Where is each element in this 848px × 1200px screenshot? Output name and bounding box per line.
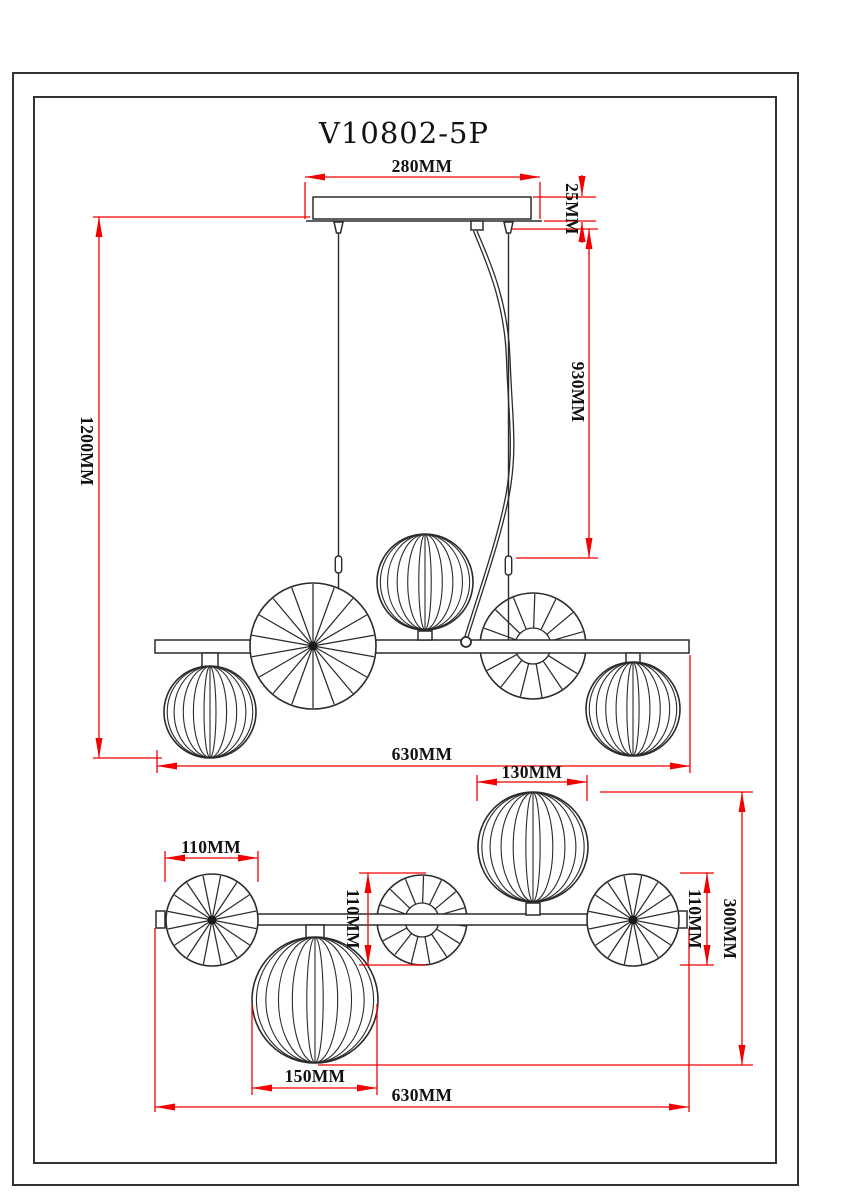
top-pleated-disc-left (166, 874, 258, 966)
dim-canopy-width-label: 280MM (391, 156, 453, 176)
outer-border (13, 73, 798, 1185)
front-pleated-disc-left (250, 583, 376, 709)
front-globe-top (377, 534, 473, 640)
dim-center-disc-label: 110MM (343, 889, 363, 949)
ribbed-globe (586, 662, 680, 756)
top-globe-small (478, 792, 588, 915)
dim-left-disc-label: 110MM (181, 837, 241, 857)
dim-right-disc-label: 110MM (685, 889, 705, 949)
cable-adjuster-right (505, 556, 511, 575)
globe-stem (306, 925, 324, 938)
dim-small-globe-label: 130MM (501, 762, 563, 782)
dim-overall-height-label: 1200MM (77, 416, 97, 486)
globe-stem (418, 631, 432, 640)
cable-gripper-left (334, 222, 343, 233)
globe-stem (202, 653, 218, 667)
cord-connector (471, 221, 483, 230)
ribbed-globe (478, 792, 588, 902)
dim-suspension-drop-label: 930MM (568, 361, 588, 423)
dim-large-globe-label: 150MM (284, 1066, 346, 1086)
front-canopy (306, 197, 542, 233)
sheet-borders (13, 73, 798, 1185)
ribbed-globe (377, 534, 473, 630)
ribbed-globe (252, 937, 378, 1063)
canopy-body (313, 197, 531, 219)
front-view (155, 197, 689, 758)
front-globe-right (586, 653, 680, 756)
dim-front-bar-length-label: 630MM (391, 744, 453, 764)
cord-end-fitting (461, 637, 471, 647)
dim-canopy-height-label: 25MM (562, 183, 582, 235)
ribbed-globe (164, 666, 256, 758)
front-bar (155, 640, 689, 653)
cord-line-outer (468, 231, 514, 637)
top-bar-endcap-left (156, 911, 165, 928)
globe-stem (526, 903, 540, 915)
cable-gripper-right (504, 222, 513, 233)
linework (155, 197, 689, 1063)
cable-adjuster-left (335, 556, 341, 573)
top-pleated-disc-right (587, 874, 679, 966)
dim-overall-depth-label: 300MM (720, 898, 740, 960)
drawing-title: V10802-5P (319, 116, 489, 150)
inner-border (34, 97, 776, 1163)
top-view (156, 792, 687, 1063)
dim-top-bar-length-label: 630MM (391, 1085, 453, 1105)
front-globe-left (164, 653, 256, 758)
